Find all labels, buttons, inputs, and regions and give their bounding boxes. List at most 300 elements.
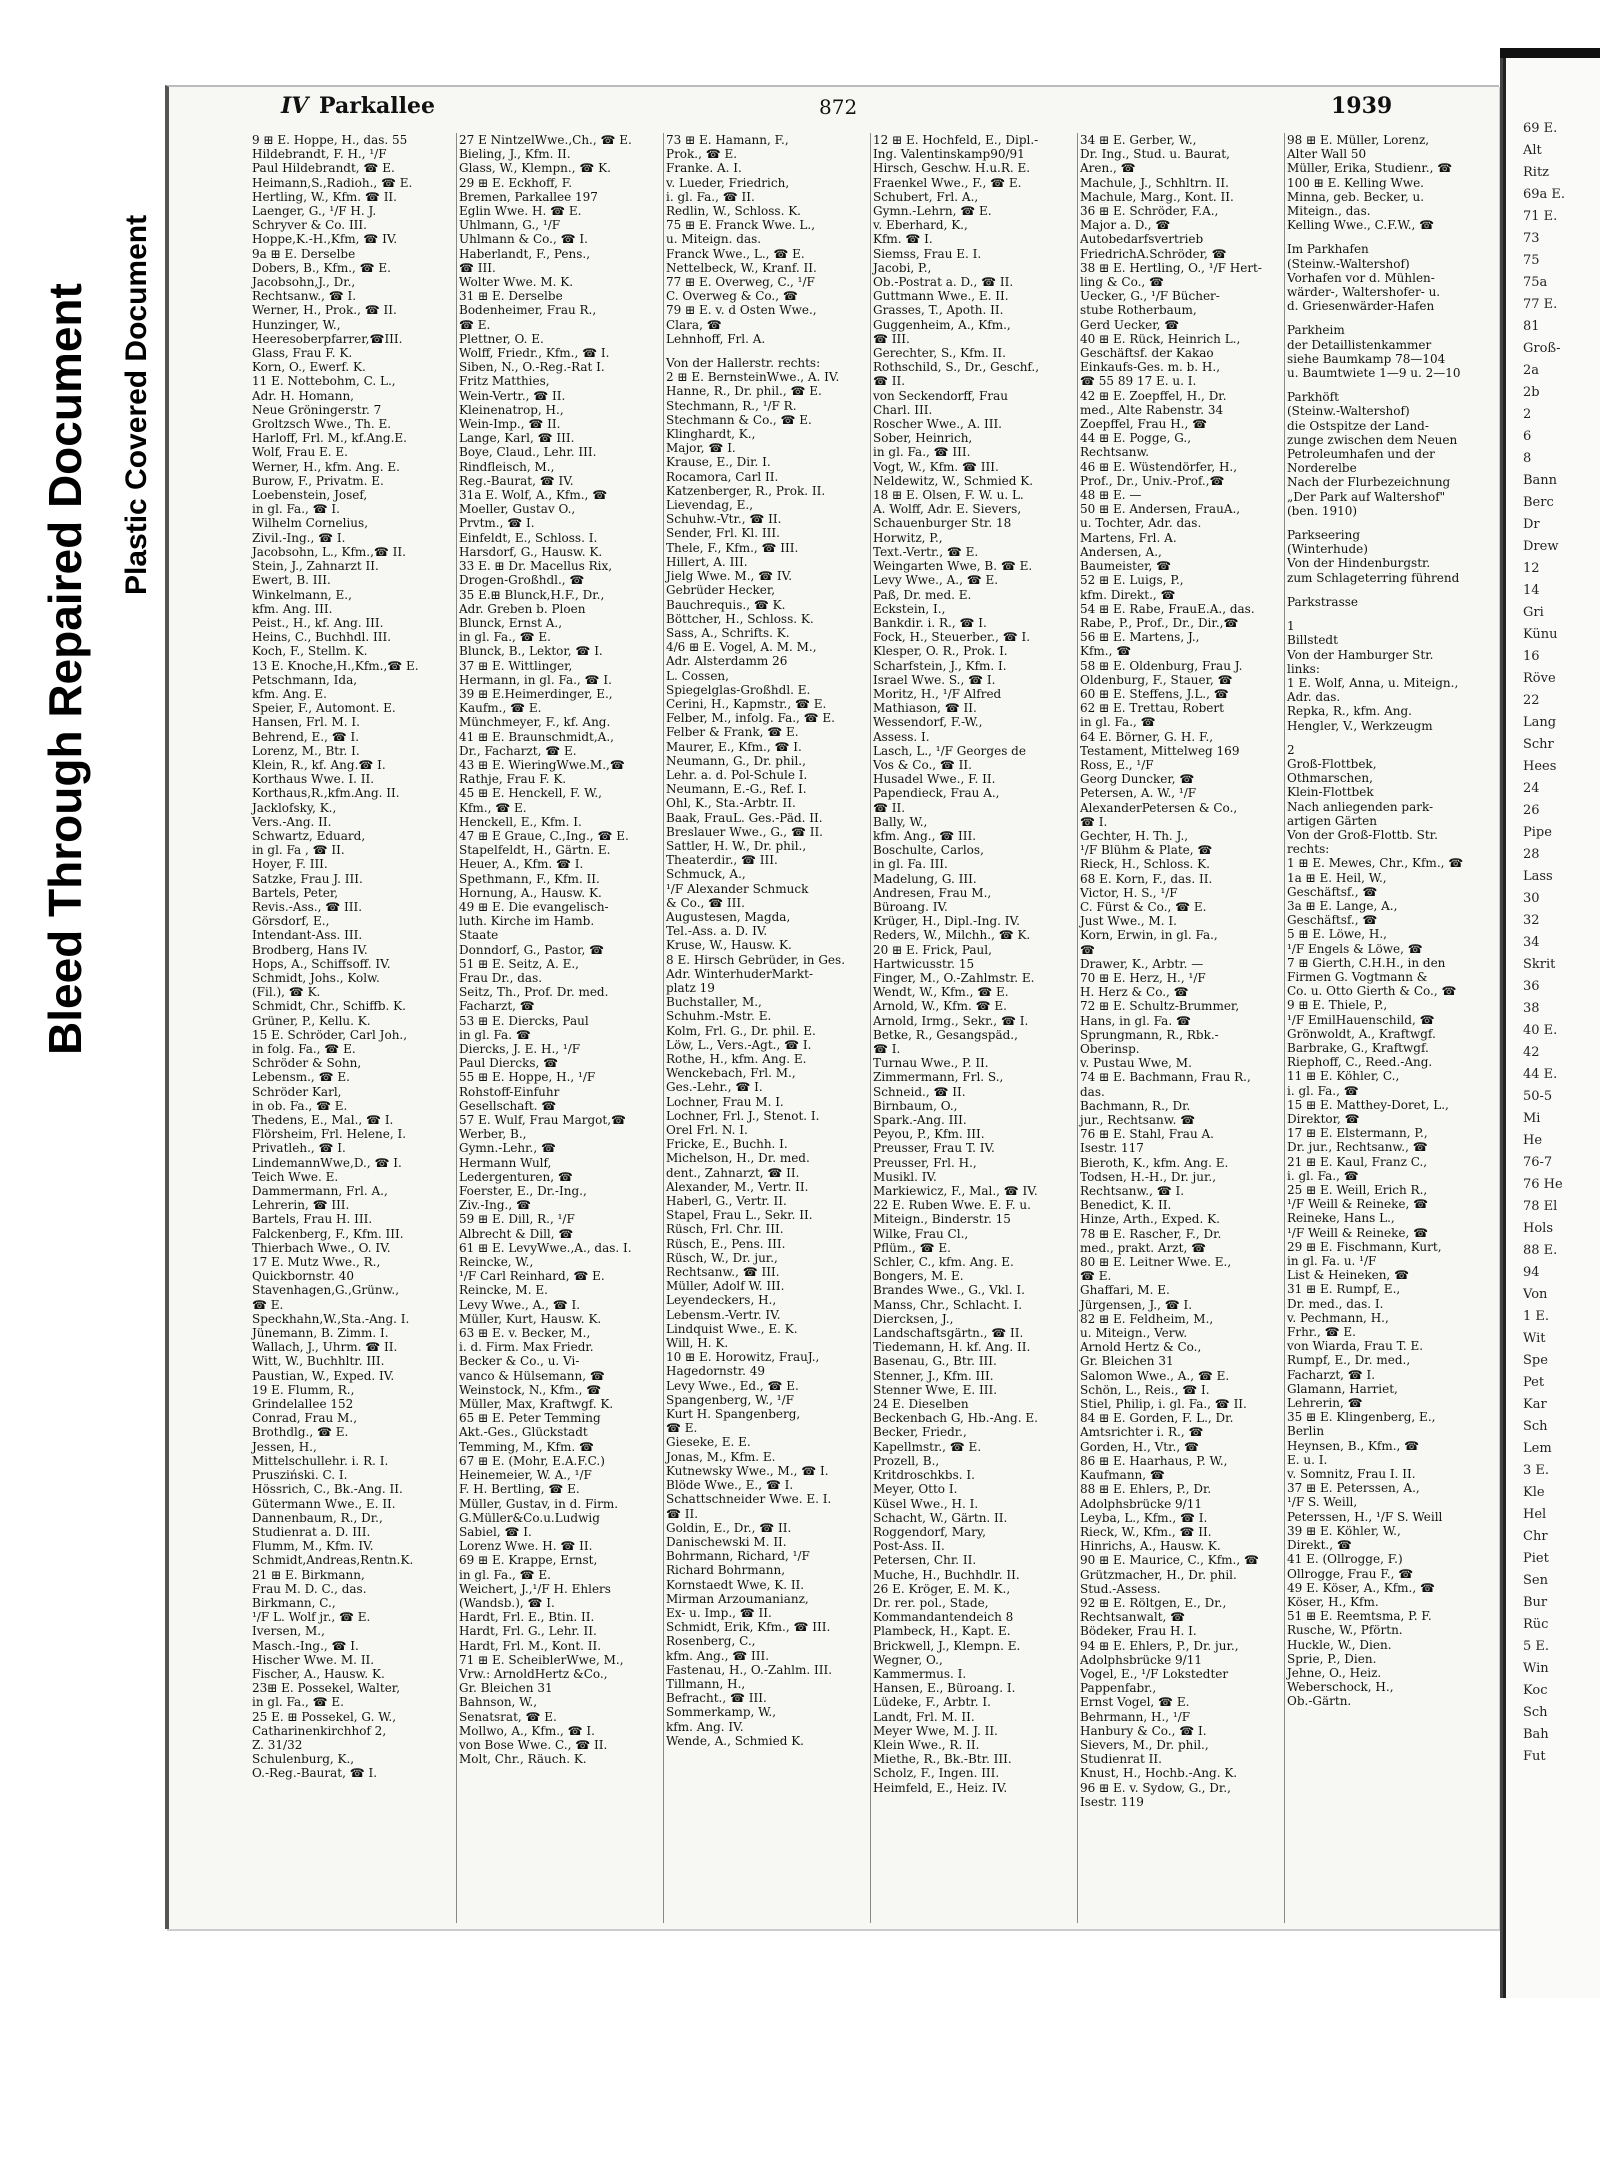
directory-entry-line: 35 ⊞ E. Klingenberg, E., [1287,1410,1436,1425]
fragment-line: 76 He [1523,1177,1563,1192]
directory-entry-line: Dr. rer. pol., Stade, [873,1595,989,1610]
directory-entry-line: Von der Hamburger Str. [1287,647,1434,662]
directory-entry-line: Miteign., das. [1287,204,1371,219]
page-gutter [1503,48,1506,1998]
directory-entry-line: platz 19 [666,980,715,995]
directory-entry-line: Goldin, E., Dr., ☎ II. [666,1520,792,1535]
directory-entry-line: Vorhafen vor d. Mühlen- [1287,270,1435,285]
directory-entry-line: 75 ⊞ E. Franck Wwe. L., [666,218,816,233]
fragment-line: 42 [1523,1045,1540,1060]
directory-entry-line: Grönwoldt, A., Kraftwgf. [1287,1026,1436,1041]
directory-entry-line: 43 ⊞ E. WieringWwe.M.,☎ [459,757,625,772]
directory-entry-line: Akt.-Ges., Glückstadt [459,1425,588,1440]
page-number: 872 [819,95,858,119]
directory-entry-line: Frhr., ☎ E. [1287,1325,1356,1340]
directory-entry-line: Levy Wwe., A., ☎ I. [459,1297,581,1312]
directory-entry-line: Baak, FrauL. Ges.-Päd. II. [666,810,823,825]
directory-entry-line: Major a. D., ☎ [1080,218,1171,233]
directory-entry-line: Wegner, O., [873,1652,943,1667]
directory-entry-line: Görsdorf, E., [252,914,330,929]
directory-entry-line: 78 ⊞ E. Rascher, F., Dr. [1080,1226,1222,1241]
fragment-line: 12 [1523,561,1540,576]
directory-entry-line: Schacht, W., Gärtn. II. [873,1510,1008,1525]
directory-entry-line: Benedict, K. II. [1080,1198,1172,1213]
fragment-line: 14 [1523,583,1540,598]
directory-entry-line: Uecker, G., ¹/F Bücher- [1080,289,1220,304]
directory-entry-line: ☎ II. [666,1506,699,1521]
directory-entry-line: Preusser, Frl. H., [873,1155,977,1170]
directory-entry-line: Harsdorf, G., Hausw. K. [459,544,603,559]
directory-entry-line: Lebensm., ☎ E. [252,1070,350,1085]
directory-entry-line: Gr. Bleichen 31 [1080,1354,1174,1369]
directory-entry-line: Minna, geb. Becker, u. [1287,189,1425,204]
directory-entry-line: Hoyer, F. III. [252,857,328,872]
directory-entry-line: Wilhelm Cornelius, [252,516,369,531]
directory-entry-line: Löw, L., Vers.-Agt., ☎ I. [666,1037,812,1052]
directory-entry-line: Adr. das. [1287,690,1341,705]
directory-entry-line: Dr. med., das. I. [1287,1296,1384,1311]
directory-entry-line: Hardt, Frl. E., Btin. II. [459,1610,595,1625]
directory-entry-line: Hirsch, Geschw. H.u.R. E. [873,161,1031,176]
directory-entry-line: Clara, ☎ [666,317,722,332]
directory-columns [249,133,1489,1923]
directory-entry-line: von Wiarda, Frau T. E. [1287,1339,1424,1354]
directory-entry-line: Ges.-Lehr., ☎ I. [666,1080,763,1095]
directory-entry-line: 90 ⊞ E. Maurice, C., Kfm., ☎ [1080,1553,1259,1568]
directory-entry-line: Hanne, R., Dr. phil., ☎ E. [666,384,822,399]
directory-entry-line: Tiedemann, H. kf. Ang. II. [873,1340,1031,1355]
directory-entry-line: ☎ I. [1080,814,1108,829]
directory-entry-line: Böttcher, H., Schloss. K. [666,611,814,626]
directory-entry-line: Diercksen, J., [873,1311,954,1326]
directory-entry-line: Franke. A. I. [666,161,742,176]
directory-entry-line: Jacobsohn, L., Kfm.,☎ II. [252,544,406,559]
fragment-line: Berc [1523,495,1554,510]
directory-entry-line: 31 ⊞ E. Derselbe [459,289,563,304]
directory-entry-line: kfm. Ang., ☎ III. [873,828,977,843]
fragment-line: Bur [1523,1595,1548,1610]
directory-entry-line: Andresen, Frau M., [873,885,992,900]
fragment-line: Sch [1523,1419,1548,1434]
directory-entry-line: Jielg Wwe. M., ☎ IV. [666,569,793,584]
directory-entry-line: Klein-Flottbek [1287,785,1374,800]
fragment-line: 94 [1523,1265,1540,1280]
directory-entry-line: Hinrichs, A., Hausw. K. [1080,1539,1221,1554]
directory-entry-line: Sievers, M., Dr. phil., [1080,1737,1209,1752]
directory-entry-line: Schröder & Sohn, [252,1056,362,1071]
directory-entry-line: siehe Baumkamp 78—104 [1287,351,1446,366]
directory-entry-line: 55 ⊞ E. Hoppe, H., ¹/F [459,1070,596,1085]
directory-entry-line: v. Somnitz, Frau I. II. [1287,1467,1416,1482]
directory-entry-line: 12 ⊞ E. Hochfeld, E., Dipl.- [873,133,1039,147]
directory-entry-line: Glass, W., Klempn., ☎ K. [459,161,611,176]
directory-entry-line: Werner, H., kfm. Ang. E. [252,459,400,474]
directory-entry-line: Privatlеh., ☎ I. [252,1141,346,1156]
directory-entry-line: 15 ⊞ E. Matthey-Doret, L., [1287,1097,1449,1112]
directory-entry-line: Rieck, W., Kfm., ☎ II. [1080,1524,1212,1539]
directory-entry-line: Henckell, E., Kfm. I. [459,814,582,829]
directory-entry-line: Müller, Kurt, Hausw. K. [459,1311,602,1326]
directory-entry-line: 79 ⊞ E. v. d Osten Wwe., [666,303,817,318]
directory-entry-line: Brandes Wwe., G., Vkl. I. [873,1283,1025,1298]
directory-entry-line: Hengler, V., Werkzeugm [1287,718,1433,733]
directory-entry-line: 31 ⊞ E. Rumpf, E., [1287,1282,1401,1297]
directory-entry-line: Kfm., ☎ [1080,644,1132,659]
directory-entry-line: u. Miteign. das. [666,232,762,247]
directory-entry-line: Hildebrandt, F. H., ¹/F [252,147,387,162]
directory-entry-line: Hössrich, C., Bk.-Ang. II. [252,1482,403,1497]
directory-entry-line: Gerd Uecker, ☎ [1080,317,1180,332]
directory-entry-line: Zivil.-Ing., ☎ I. [252,530,346,545]
directory-entry-line: Papendieck, Frau A., [873,786,1000,801]
directory-entry-line: kfm. Ang. E. [252,686,327,701]
directory-column-3 [663,133,871,1923]
directory-entry-line: v. Pustau Wwe, M. [1080,1056,1192,1071]
directory-entry-line: 2 ⊞ E. BernsteinWwe., A. IV. [666,370,840,385]
directory-entry-line: Lehrerin, ☎ [1287,1396,1363,1411]
directory-entry-line: Schneid., ☎ II. [873,1084,966,1099]
directory-entry-line: Paul Hildebrandt, ☎ E. [252,161,395,176]
directory-entry-line: Grützmacher, H., Dr. phil. [1080,1567,1237,1582]
directory-entry-line: Ob.-Postrat a. D., ☎ II. [873,275,1014,290]
directory-entry-line: Im Parkhafen [1287,242,1369,257]
directory-entry-line: Hermann, in gl. Fa., ☎ I. [459,672,612,687]
directory-entry-line: Bankdir. i. R., ☎ I. [873,615,987,630]
directory-entry-line: Ing. Valentinskamp90/91 [873,147,1025,162]
directory-entry-line: Haberl, G., Vertr. II. [666,1194,787,1209]
fragment-line: 88 E. [1523,1243,1558,1258]
directory-entry-line: Brothdlg., ☎ E. [252,1425,349,1440]
directory-entry-line: Musikl. IV. [873,1169,937,1184]
directory-entry-line: Rechtsanw. [1080,445,1150,460]
directory-entry-line: ¹/F EmilHauenschild, ☎ [1287,1012,1435,1027]
directory-entry-line: Bachmann, R., Dr. [1080,1098,1191,1113]
directory-entry-line: 44 ⊞ E. Pogge, G., [1080,431,1192,446]
directory-entry-line: Bartels, Peter, [252,885,339,900]
directory-entry-line: 1 ⊞ E. Mewes, Chr., Kfm., ☎ [1287,856,1464,871]
directory-entry-line: Boschulte, Carlos, [873,843,984,858]
directory-entry-line: Felber, M., infolg. Fa., ☎ E. [666,711,835,726]
directory-entry-line: 61 ⊞ E. LevyWwe.,A., das. I. [459,1240,632,1255]
directory-entry-line: Lehrerin, ☎ III. [252,1198,350,1213]
fragment-line: 2a [1523,363,1540,378]
directory-entry-line: Krause, E., Dir. I. [666,455,771,470]
directory-entry-line: Jonas, M., Kfm. E. [666,1449,776,1464]
directory-entry-line: Hischer Wwe. M. II. [252,1652,375,1667]
directory-entry-line: O.-Reg.-Baurat, ☎ I. [252,1766,378,1781]
directory-entry-line: Major, ☎ I. [666,441,736,456]
directory-entry-line: Knust, H., Hochb.-Ang. K. [1080,1766,1238,1781]
directory-entry-line: Spangenberg, W., ¹/F [666,1392,794,1407]
directory-entry-line: Adr. H. Homann, [252,388,354,403]
directory-entry-line: Donndorf, G., Pastor, ☎ [459,942,605,957]
directory-entry-line: 17 E. Mutz Wwe., R., [252,1255,381,1270]
directory-entry-line: Kurt H. Spangenberg, [666,1407,801,1422]
directory-entry-line: Schön, L., Reis., ☎ I. [1080,1382,1210,1397]
directory-entry-line: Groltzsch Wwe., Th. E. [252,417,392,432]
directory-entry-line: Hermann Wulf, [459,1155,552,1170]
directory-entry-line: Quickbornstr. 40 [252,1269,355,1284]
directory-entry-line: links: [1287,661,1320,676]
directory-entry-line: Peterssen, H., ¹/F S. Weill [1287,1509,1443,1524]
page-header [169,87,1499,129]
directory-entry-line: Schulenburg, K., [252,1752,355,1767]
directory-entry-line: Muche, H., Buchhdlr. II. [873,1567,1020,1582]
directory-entry-line: Ziv.-Ing., ☎ [459,1198,531,1213]
fragment-line: Lang [1523,715,1557,730]
directory-entry-line: Birkmann, C., [252,1595,336,1610]
directory-entry-line: 70 ⊞ E. Herz, H., ¹/F [1080,970,1206,985]
directory-entry-line: Fischer, A., Hausw. K. [252,1666,385,1681]
directory-entry-line: 56 ⊞ E. Martens, J., [1080,630,1200,645]
directory-entry-line: Lochner, Frau M. I. [666,1094,784,1109]
directory-entry-line: Kutnewsky Wwe., M., ☎ I. [666,1463,829,1478]
directory-entry-line: zum Schlageterring führend [1287,570,1460,585]
year: 1939 [1331,93,1393,119]
directory-entry-line: Spark.-Ang. III. [873,1113,967,1128]
directory-entry-line: in gl. Fa., ☎ E. [459,630,551,645]
directory-entry-line: 86 ⊞ E. Haarhaus, P. W., [1080,1453,1228,1468]
fragment-line: 32 [1523,913,1540,928]
directory-entry-line: 65 ⊞ E. Peter Temming [459,1411,601,1426]
directory-entry-line: Aren., ☎ [1080,161,1136,176]
directory-entry-line: ☎ E. [666,1421,698,1436]
directory-entry-line: Othmarschen, [1287,771,1373,786]
directory-entry-line: Kaufm., ☎ E. [459,701,542,716]
directory-entry-line: Leyendeckers, H., [666,1293,777,1308]
directory-page [165,85,1499,1929]
directory-entry-line: Miteign., Binderstr. 15 [873,1212,1011,1227]
directory-entry-line: Barbrake, G., Kraftwgf. [1287,1040,1429,1055]
directory-entry-line: ¹/F Carl Reinhard, ☎ E. [459,1269,605,1284]
directory-entry-line: Hagedornstr. 49 [666,1364,766,1379]
directory-entry-line: 68 E. Korn, F., das. II. [1080,871,1213,886]
directory-entry-line: A. Wolff, Adr. E. Sievers, [873,502,1022,517]
next-page-header-rule [1500,48,1600,58]
directory-entry-line: Vos & Co., ☎ II. [873,757,972,772]
fragment-line: Sen [1523,1573,1548,1588]
directory-entry-line: 69 ⊞ E. Krappe, Ernst, [459,1553,598,1568]
directory-entry-line: Ex- u. Imp., ☎ II. [666,1605,772,1620]
directory-entry-line: v. Pechmann, H., [1287,1310,1389,1325]
directory-entry-line: Wallach, J., Uhrm. ☎ II. [252,1340,398,1355]
directory-entry-line: Diercks, J. E. H., ¹/F [459,1042,581,1056]
directory-entry-line: Schmidt, Erik, Kfm., ☎ III. [666,1620,831,1635]
directory-entry-line: Fraenkel Wwe., F., ☎ E. [873,175,1022,190]
directory-entry-line: Büroang. IV. [873,899,948,914]
fragment-line: 75 [1523,253,1540,268]
directory-column-6 [1284,133,1489,1923]
directory-entry-line: 23⊞ E. Possekel, Walter, [252,1681,401,1696]
directory-entry-line: kfm. Ang. III. [252,601,333,616]
directory-entry-line: jur., Rechtsanw. ☎ [1080,1113,1196,1128]
directory-entry-line: Arnold Hertz & Co., [1080,1340,1202,1355]
directory-entry-line: Bödeker, Frau H. I. [1080,1624,1197,1639]
directory-entry-line: Hartwicusstr. 15 [873,956,975,971]
directory-column-2 [456,133,664,1923]
fragment-line: 1 E. [1523,1309,1550,1324]
directory-entry-line: Prozell, B., [873,1453,940,1468]
directory-entry-line: ☎ 55 89 17 E. u. I. [1080,374,1197,389]
directory-entry-line: Siemss, Frau E. I. [873,246,982,261]
section-number: IV [281,93,309,119]
directory-entry-line: (Winterhude) [1287,542,1368,557]
fragment-line: Wit [1523,1331,1546,1346]
directory-entry-line: Rieck, H., Schloss. K. [1080,857,1210,872]
directory-entry-line: Stechmann, R., ¹/F R. [666,398,797,413]
directory-entry-line: Text.-Vertr., ☎ E. [873,544,979,559]
directory-entry-line: Scholz, F., Ingen. III. [873,1766,1000,1781]
directory-entry-line: 49 E. Köser, A., Kfm., ☎ [1287,1580,1435,1595]
directory-entry-line: Witt, W., Buchhltr. III. [252,1354,385,1369]
directory-entry-line: Heinemeier, W. A., ¹/F [459,1468,592,1483]
directory-entry-line: Rindfleisch, M., [459,459,555,474]
directory-entry-line: Wolff, Friedr., Kfm., ☎ I. [459,346,610,361]
fragment-line: Rüc [1523,1617,1549,1632]
directory-entry-line: Andersen, A., [1080,544,1162,559]
directory-entry-line: in ob. Fa., ☎ E. [252,1098,348,1113]
directory-entry-line: Werner, H., Prok., ☎ II. [252,303,397,318]
fragment-line: 75a [1523,275,1548,290]
directory-entry-line: Huckle, W., Dien. [1287,1637,1392,1652]
directory-entry-line: 7 ⊞ Gierth, C.H.H., in den [1287,955,1446,970]
directory-entry-line: Finger, M., O.-Zahlmstr. E. [873,970,1035,985]
directory-entry-line: Stechmann & Co., ☎ E. [666,412,812,427]
directory-entry-line: Lindquist Wwe., E. K. [666,1321,798,1336]
directory-entry-line: Schattschneider Wwe. E. I. [666,1492,832,1507]
directory-entry-line: Richard Bohrmann, [666,1563,786,1578]
directory-entry-line: Blöde Wwe., E., ☎ I. [666,1478,794,1493]
directory-entry-line: Peyou, P., Kfm. III. [873,1127,985,1142]
directory-entry-line: Sass, A., Schrifts. K. [666,625,790,640]
directory-entry-line: Molt, Chr., Räuch. K. [459,1752,587,1767]
directory-entry-line: Rothe, H., kfm. Ang. E. [666,1052,807,1066]
directory-entry-line: Tillmann, H., [666,1676,746,1691]
directory-entry-line: Weichert, J.,¹/F H. Ehlers [459,1581,611,1596]
directory-entry-line: Arnold, Irmg., Sekr., ☎ I. [873,1013,1029,1028]
directory-entry-line: ling & Co., ☎ [1080,275,1164,290]
directory-entry-line: Lorenz Wwe. H. ☎ II. [459,1539,593,1554]
directory-entry-line: Hertling, W., Kfm. ☎ II. [252,189,397,204]
directory-entry-line: Stapelfeldt, H., Gärtn. E. [459,843,611,858]
directory-entry-line: Kelling Wwe., C.F.W., ☎ [1287,218,1435,233]
directory-entry-line: Korn, O., Ewerf. K. [252,360,366,375]
directory-entry-line: Birnbaum, O., [873,1098,958,1113]
directory-entry-line: 45 ⊞ E. Henckell, F. W., [459,786,602,801]
directory-entry-line: kfm. Direkt., ☎ [1080,587,1176,602]
fragment-line: Lass [1523,869,1553,884]
directory-entry-line: Arnold, W., Kfm. ☎ E. [873,999,1007,1014]
fragment-line: Künu [1523,627,1558,642]
directory-entry-line: kfm. Ang., ☎ III. [666,1648,770,1663]
directory-entry-line: Roggendorf, Mary, [873,1524,986,1539]
directory-entry-line: Bohrmann, Richard, ¹/F [666,1549,810,1564]
fragment-line: 69a E. [1523,187,1566,202]
directory-entry-line: Eckstein, I., [873,601,946,616]
directory-entry-line: in gl. Fa., ☎ [1080,715,1156,730]
directory-entry-line: v. Eberhard, K., [873,218,968,233]
fragment-line: Ritz [1523,165,1550,180]
fragment-line: Hel [1523,1507,1547,1522]
directory-entry-line: Stapel, Frau L., Sekr. II. [666,1208,813,1223]
directory-entry-line: Ernst Vogel, ☎ E. [1080,1695,1190,1710]
directory-entry-line: Sabiel, ☎ I. [459,1524,532,1539]
directory-entry-line: Hardt, Frl. M., Kont. II. [459,1638,602,1653]
directory-entry-line: Gorden, H., Vtr., ☎ [1080,1439,1199,1454]
directory-entry-line: Wein-Imp., ☎ II. [459,417,561,432]
directory-entry-line: Reders, W., Milchh., ☎ K. [873,928,1031,943]
directory-entry-line: Von der Groß-Flottb. Str. [1287,827,1438,842]
directory-entry-line: Lange, Karl, ☎ III. [459,431,575,446]
directory-entry-line: Groß-Flottbek, [1287,756,1377,771]
directory-entry-line: in gl. Fa., ☎ I. [252,502,340,517]
directory-entry-line: Basenau, G., Btr. III. [873,1354,997,1369]
directory-entry-line: Brickwell, J., Klempn. E. [873,1638,1021,1653]
directory-entry-line: Bieroth, K., kfm. Ang. E. [1080,1155,1229,1170]
directory-entry-line: Hillert, A. III. [666,554,748,569]
directory-entry-line: Wolf, Frau E. E. [252,445,348,460]
directory-entry-line: Gr. Bleichen 31 [459,1681,553,1696]
directory-entry-line: Catharinenkirchhof 2, [252,1723,387,1738]
directory-entry-line: Markiewicz, F., Mal., ☎ IV. [873,1184,1038,1199]
fragment-line: Bann [1523,473,1558,488]
directory-entry-line: Amtsrichter i. R., ☎ [1080,1425,1204,1440]
directory-entry-line: Turnau Wwe., P. II. [873,1056,989,1071]
fragment-line: Piet [1523,1551,1549,1566]
directory-entry-line: Geschäftsf. der Kakao [1080,346,1214,361]
directory-entry-line: Tel.-Ass. a. D. IV. [666,924,768,939]
directory-entry-line: AlexanderPetersen & Co., [1080,800,1238,815]
directory-entry-line: Sender, Frl. Kl. III. [666,526,780,541]
directory-entry-line: Rohstoff-Einfuhr [459,1084,560,1099]
fragment-line: 76-7 [1523,1155,1553,1170]
directory-entry-line [1284,232,1489,242]
directory-entry-line: Roscher Wwe., A. III. [873,417,1002,432]
directory-entry-line: ¹/F S. Weill, [1287,1495,1358,1510]
directory-entry-line: Sprie, P., Dien. [1287,1651,1377,1666]
directory-entry-line: Harloff, Frl. M., kf.Ang.E. [252,431,407,446]
directory-entry-line: 88 ⊞ E. Ehlers, P., Dr. [1080,1482,1212,1497]
directory-entry-line: Plettner, O. E. [459,331,544,346]
fragment-line: Kle [1523,1485,1545,1500]
directory-entry-line: Madelung, G. III. [873,871,977,886]
directory-entry-line: Schuhm.-Mstr. E. [666,1009,772,1024]
fragment-line: 73 [1523,231,1540,246]
directory-entry-line: 37 ⊞ E. Wittlinger, [459,658,573,673]
directory-entry-line: 53 ⊞ E. Diercks, Paul [459,1013,589,1028]
fragment-line: Skrit [1523,957,1556,972]
fragment-line: Fut [1523,1749,1546,1764]
directory-entry-line: 11 ⊞ E. Köhler, C., [1287,1069,1400,1084]
directory-entry-line: Katzenberger, R., Prok. II. [666,483,826,498]
directory-entry-line: Mathiason, ☎ II. [873,701,977,716]
directory-entry-line: Ewert, B. III. [252,573,331,588]
directory-entry-line: 80 ⊞ E. Leitner Wwe. E., [1080,1255,1232,1270]
next-page-fragment [1523,118,1565,1768]
directory-entry-line: (Wandsb.), ☎ I. [459,1595,555,1610]
directory-entry-line: Seitz, Th., Prof. Dr. med. [459,985,609,1000]
directory-entry-line: ¹/F Weill & Reineke, ☎ [1287,1197,1429,1212]
directory-entry-line: Miethe, R., Bk.-Btr. III. [873,1752,1012,1767]
directory-entry-line: 2 [1287,742,1295,757]
bleed-through-label: Bleed Through Repaired Document [39,283,91,1055]
directory-entry-line: Flörsheim, Frl. Helene, I. [252,1127,407,1142]
directory-entry-line: ¹/F Alexander Schmuck [666,881,809,896]
directory-entry-line: Lasch, L., ¹/F Georges de [873,743,1026,758]
directory-entry-line: Intendant-Ass. III. [252,928,363,943]
directory-entry-line: 54 ⊞ E. Rabe, FrauE.A., das. [1080,601,1255,616]
directory-entry-line: Schmidt, Johs., Kolw. [252,970,380,985]
